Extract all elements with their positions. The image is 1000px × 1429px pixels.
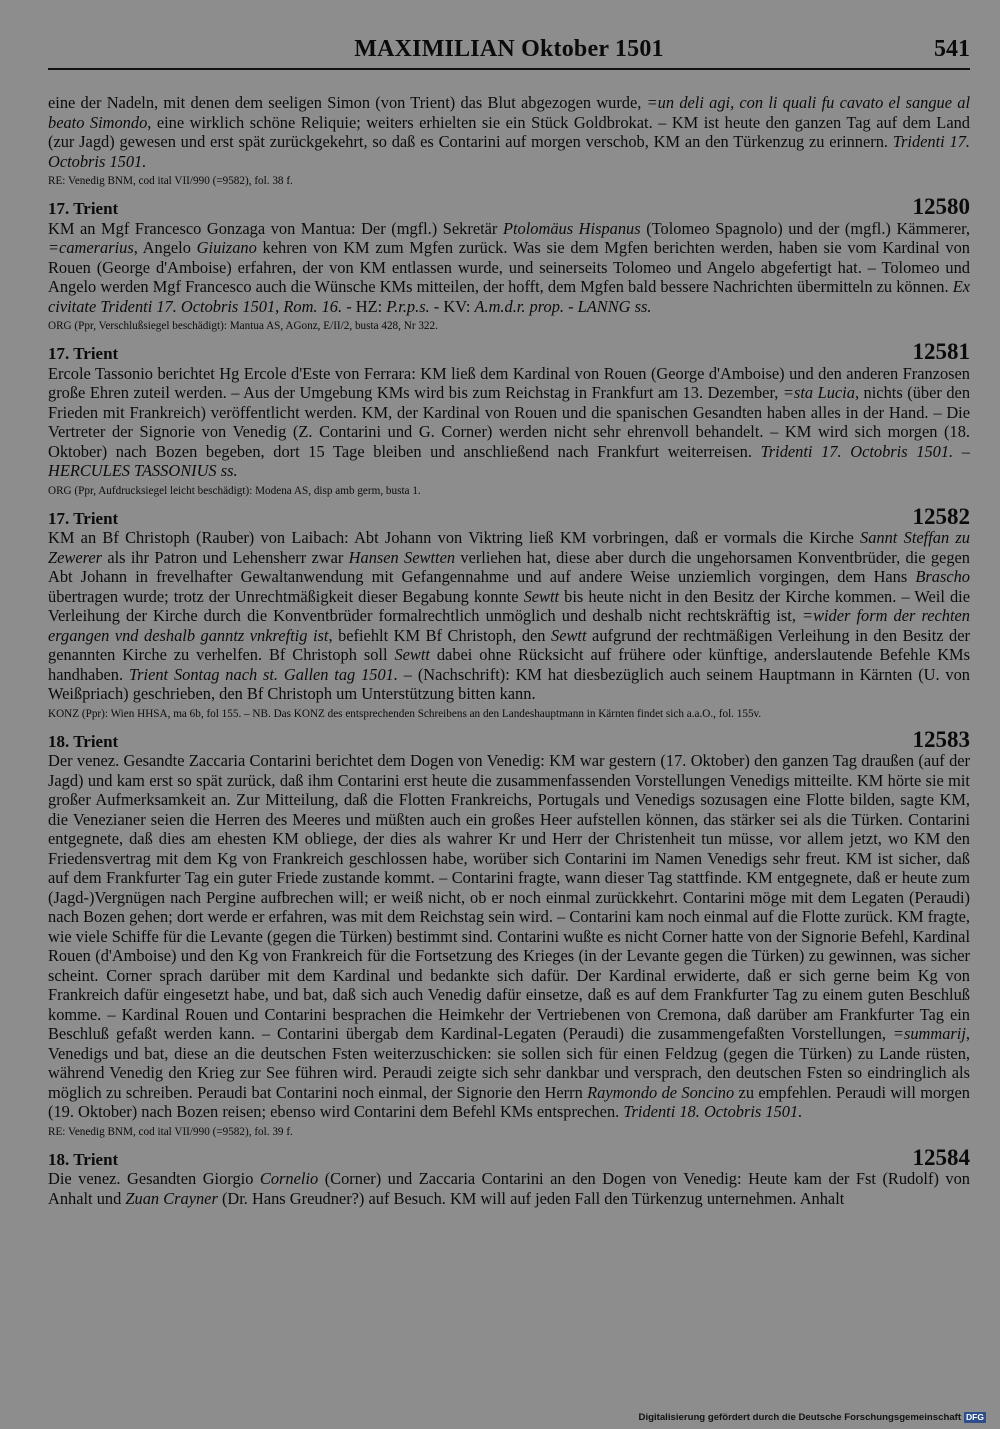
entry-date-place: 17. Trient <box>48 508 119 528</box>
entry-date-place: 17. Trient <box>48 199 119 218</box>
text-segment: - HZ: <box>342 296 387 316</box>
entry-list <box>48 194 971 1208</box>
entry-heading <box>48 1144 970 1170</box>
text-segment: , befiehlt KM Bf Christoph, den <box>328 625 552 645</box>
entry-heading <box>48 194 970 219</box>
entry-text <box>48 1169 970 1208</box>
italic-text-segment: Sewtt <box>394 645 430 664</box>
text-segment: (Corner) und Zaccaria Contarini an den Dogen von Venedig: Heute kam der Fst (Rudolf) von Anhalt und <box>48 1169 971 1208</box>
running-header <box>48 36 970 70</box>
italic-text-segment: P.r.p.s. <box>386 296 430 316</box>
intro-paragraph <box>48 93 970 171</box>
footer-text: Digitalisierung gefördert durch die Deutsche Forschungsgemeinschaft <box>638 1412 962 1423</box>
entry-text <box>48 364 970 481</box>
text-segment: , nichts (über den Frieden mit Frankreich) veröffentlicht werden. KM, der Kardinal von Rouen und die spanischen Gesandten haben alles in der Hand. – Die Vertreter der Signorie von Venedig (Z. Contarini und G. Corner) werden nicht sehr ehrenvoll behandelt. – KM wird sich morgen (18. Oktober) nach Bozen begeben, dort 15 Tage bleiben und anschließend nach Frankfurt weiterreisen. <box>48 383 971 461</box>
italic-text-segment: Brascho <box>915 567 970 586</box>
text-segment: KM an Mgf Francesco Gonzaga von Mantua: Der (mgfl.) Sekretär <box>48 218 503 238</box>
intro-source: RE: Venedig BNM, cod ital VII/990 (=9582), fol. 38 f. <box>48 175 293 187</box>
regest-entry <box>48 1144 971 1209</box>
text-segment: KM an Bf Christoph (Rauber) von Laibach: Abt Johann von Viktring ließ KM vorbringen, daß er vormals die Kirche <box>48 528 861 547</box>
text-segment: - KV: <box>429 296 475 316</box>
italic-text-segment: A.m.d.r. prop. - LANNG ss. <box>474 296 652 316</box>
italic-text-segment: Tridenti 18. Octobris 1501. <box>623 1102 803 1121</box>
entry-number: 12584 <box>912 1144 970 1170</box>
text-segment: zu empfehlen. Peraudi will morgen (19. Oktober) nach Bozen reisen; ebenso wird Contarini dem Befehl KMs entsprechen. <box>48 1082 970 1121</box>
entry-source: KONZ (Ppr): Wien HHSA, ma 6b, fol 155. – NB. Das KONZ des entsprechenden Schreibens an den Landeshauptmann in Kärnten findet sich a.a.O., fol. 155v. <box>48 707 762 720</box>
text-segment: , eine wirklich schöne Reliquie; weiters erhielten sie ein Stück Goldbrokat. – KM ist heute den ganzen Tag auf dem Land (zur Jagd) gewesen und erst spät zurückgekehrt, so daß es Contarini auf morgen verschob, KM an den Türkenzug zu erinnern. <box>48 112 970 151</box>
text-segment: dabei ohne Rücksicht auf frühere oder künftige, anderslautende Befehle KMs handhaben. <box>48 645 971 684</box>
italic-text-segment: Sewtt <box>551 625 587 645</box>
entry-number: 12583 <box>912 726 970 752</box>
entry-text <box>48 219 970 317</box>
italic-text-segment: Giuizano <box>196 238 257 257</box>
entry-date-place: 17. Trient <box>48 344 119 363</box>
page-footer <box>639 1412 986 1423</box>
text-segment: bis heute nicht in den Besitz der Kirche kommen. – Weil die Verleihung der Kirche durch die Konventbrüder formalrechtlich unmöglich und deshalb nicht rechtskräftig ist, <box>48 586 970 625</box>
text-segment: Der venez. Gesandte Zaccaria Contarini berichtet dem Dogen von Venedig: KM war gestern (17. Oktober) den ganzen Tag draußen (auf der Jagd) und kam erst so spät zurück, daß ihm Contarini erst heute die zusammenfassenden Vorstellungen Venedigs mitteilte. KM hörte sie mit großer Aufmerksamkeit an. Zur Mitteilung, daß die Flotten Frankreichs, Portugals und Venedigs sozusagen eine Flotte bilden, sagte KM, die Venezianer seien die Herren des Meeres und müßten auch ein großes Heer aufstellen können, das stärker sei als die Türken. Contarini entgegnete, daß dies am ehesten KM obliege, der dies als wahrer Kr und Herr der Christenheit tun müsse, vor allem jetzt, wo KM den Friedensvertrag mit dem Kg von Frankreich geschlossen habe, worüber sich Contarini im Namen Venedigs sehr freut. KM ist sicher, daß auf dem Frankfurter Tag ein guter Friede zustande kommt. – Contarini fragte, wann dieser Tag stattfinde. KM entgegnete, daß er heute zum (Jagd-)Vergnügen nach Pergine aufbrechen will; er weiß nicht, ob er noch einmal zurückkehrt. Contarini möge mit dem Legaten (Peraudi) nach Bozen gehen; dort werde er erfahren, was mit dem Reichstag sein wird. – Contarini kam noch einmal auf die Flotte zurück. KM fragte, wie viele Schiffe für die Levante (gegen die Türken) bestimmt sind. Contarini wußte es nicht Corner hatte von der Signorie Befehl, Kardinal Rouen (d'Amboise) und den Kg von Frankreich für die Fortsetzung des Krieges (in der Levante gegen die Türken) zu gewinnen, was sicher scheint. Corner sprach darüber mit dem Kardinal und bedankte sich dafür. Der Kardinal erwiderte, daß er sich gerne beim Kg von Frankreich dafür eingesetzt habe, und bat, daß sich auch Venedig dafür einsetze, daß es auf dem Frankfurter Tag zu einem guten Beschluß komme. – Kardinal Rouen und Contarini besprachen die Heimkehr der Vertriebenen von Cremona, daß darüber am Frankfurter Tag ein Beschluß gefaßt werden kann. – Contarini übergab dem Kardinal-Legaten (Peraudi) die zusammengefaßten Vorstellungen, <box>48 751 971 1043</box>
text-segment: eine der Nadeln, mit denen dem seeligen Simon (von Trient) das Blut abgezogen wurde, <box>48 93 647 112</box>
italic-text-segment: Hansen Sewtten <box>348 547 456 567</box>
entry-number: 12580 <box>912 194 970 219</box>
entry-heading <box>48 339 970 364</box>
italic-text-segment: Zuan Crayner <box>125 1188 218 1208</box>
italic-text-segment: =camerarius <box>48 238 134 257</box>
italic-text-segment: =summarij <box>892 1024 966 1043</box>
entry-date-place: 18. Trient <box>48 1149 119 1169</box>
entry-source: RE: Venedig BNM, cod ital VII/990 (=9582), fol. 39 f. <box>48 1125 293 1138</box>
entry-source: ORG (Ppr, Aufdrucksiegel leicht beschädigt): Modena AS, disp amb germ, busta 1. <box>48 484 421 497</box>
text-segment: (Tolomeo Spagnolo) und der (mgfl.) Kämmerer, <box>640 218 970 238</box>
italic-text-segment: Ptolomäus Hispanus <box>502 218 641 238</box>
italic-text-segment: Sewtt <box>523 586 560 606</box>
text-segment: als ihr Patron und Lehensherr zwar <box>102 547 349 567</box>
regest-entry <box>48 726 971 1139</box>
text-segment: kehren von KM zum Mgfen zurück. Was sie dem Mgfen berichten werden, haben sie vom Kardinal von Rouen (George d'Amboise) erfahren, der von KM entlassen wurde, und seinerseits Tolomeo und Angelo abgefertigt hat. – Tolomeo und Angelo werden Mgf Francesco auch die Wünsche KMs mitteilen, der hofft, dem Mgfen bald bessere Nachrichten übermitteln zu können. <box>48 238 970 296</box>
italic-text-segment: Ex civitate Tridenti 17. Octobris 1501, Rom. 16. <box>48 277 970 316</box>
page-number: 541 <box>934 36 970 62</box>
italic-text-segment: =un deli agi, con li quali fu cavato el sangue al beato Simondo <box>48 93 970 132</box>
entry-text <box>48 751 970 1122</box>
page-body <box>48 93 970 1208</box>
entry-number: 12582 <box>912 503 970 529</box>
entry-date-place: 18. Trient <box>48 731 119 751</box>
italic-text-segment: Tridenti 17. Octobris 1501. <box>48 132 970 171</box>
header-title: MAXIMILIAN Oktober 1501 <box>354 36 664 62</box>
italic-text-segment: =wider form der rechten ergangen vnd deshalb ganntz vnkreftig ist <box>48 606 971 645</box>
italic-text-segment: Raymondo de Soncino <box>587 1082 735 1102</box>
italic-text-segment: Tridenti 17. Octobris 1501. – HERCULES TASSONIUS ss. <box>48 441 970 480</box>
text-segment: übertragen wurde; trotz der Unrechtmäßigkeit dieser Begabung konnte <box>48 586 524 606</box>
entry-text <box>48 528 970 704</box>
text-segment: – (Nachschrift): KM hat diesbezüglich auch seinem Hauptmann in Kärnten (U. von Weißpriach) geschrieben, den Bf Christoph um Unterstützung bitten kann. <box>48 664 971 703</box>
italic-text-segment: Cornelio <box>259 1169 319 1188</box>
text-segment: , Angelo <box>133 238 197 257</box>
text-segment: (Dr. Hans Greudner?) auf Besuch. KM will auf jeden Fall den Türkenzug unternehmen. Anhalt <box>217 1188 845 1208</box>
regest-entry <box>48 339 971 498</box>
dfg-logo-icon: DFG <box>966 1412 984 1422</box>
entry-number: 12581 <box>912 339 970 364</box>
italic-text-segment: Trient Sontag nach st. Gallen tag 1501. <box>128 664 398 684</box>
italic-text-segment: =sta Lucia <box>782 383 855 402</box>
text-segment: , Venedigs und bat, diese an die deutschen Fsten weiterzuschicken: sie sollen sich für einen Feldzug (gegen die Türken) zu Lande rüsten, während Venedig den Krieg zur See führen wird. Peraudi zeigte sich sehr dankbar und versprach, den deutschen Fsten so eindringlich als möglich zu schreiben. Peraudi bat Contarini noch einmal, der Signorie den Herrn <box>48 1024 970 1102</box>
text-segment: Die venez. Gesandten Giorgio <box>48 1169 260 1188</box>
italic-text-segment: Sannt Steffan zu Zewerer <box>48 528 970 567</box>
regest-entry <box>48 194 970 333</box>
entry-source: ORG (Ppr, Verschlußsiegel beschädigt): Mantua AS, AGonz, E/II/2, busta 428, Nr 322. <box>48 320 438 332</box>
text-segment: Ercole Tassonio berichtet Hg Ercole d'Este von Ferrara: KM ließ dem Kardinal von Rouen (George d'Amboise) und den anderen Franzosen große Ehren zuteil werden. – Aus der Umgebung KMs wird bis zum Reichstag in Frankfurt am 13. Dezember, <box>48 363 970 402</box>
entry-heading <box>48 503 970 529</box>
text-segment: aufgrund der rechtmäßigen Verleihung in den Besitz der genannten Kirche zu verhelfen. Bf Christoph soll <box>48 625 970 664</box>
entry-heading <box>48 726 970 752</box>
text-segment: verliehen hat, diese aber durch die ungehorsamen Konventbrüder, die gegen Abt Johann in frevelhafter Gewaltanwendung mit Gefangennahme und auf andere Weise unziemlich vorgingen, dem Hans <box>48 547 971 586</box>
regest-entry <box>48 503 971 721</box>
